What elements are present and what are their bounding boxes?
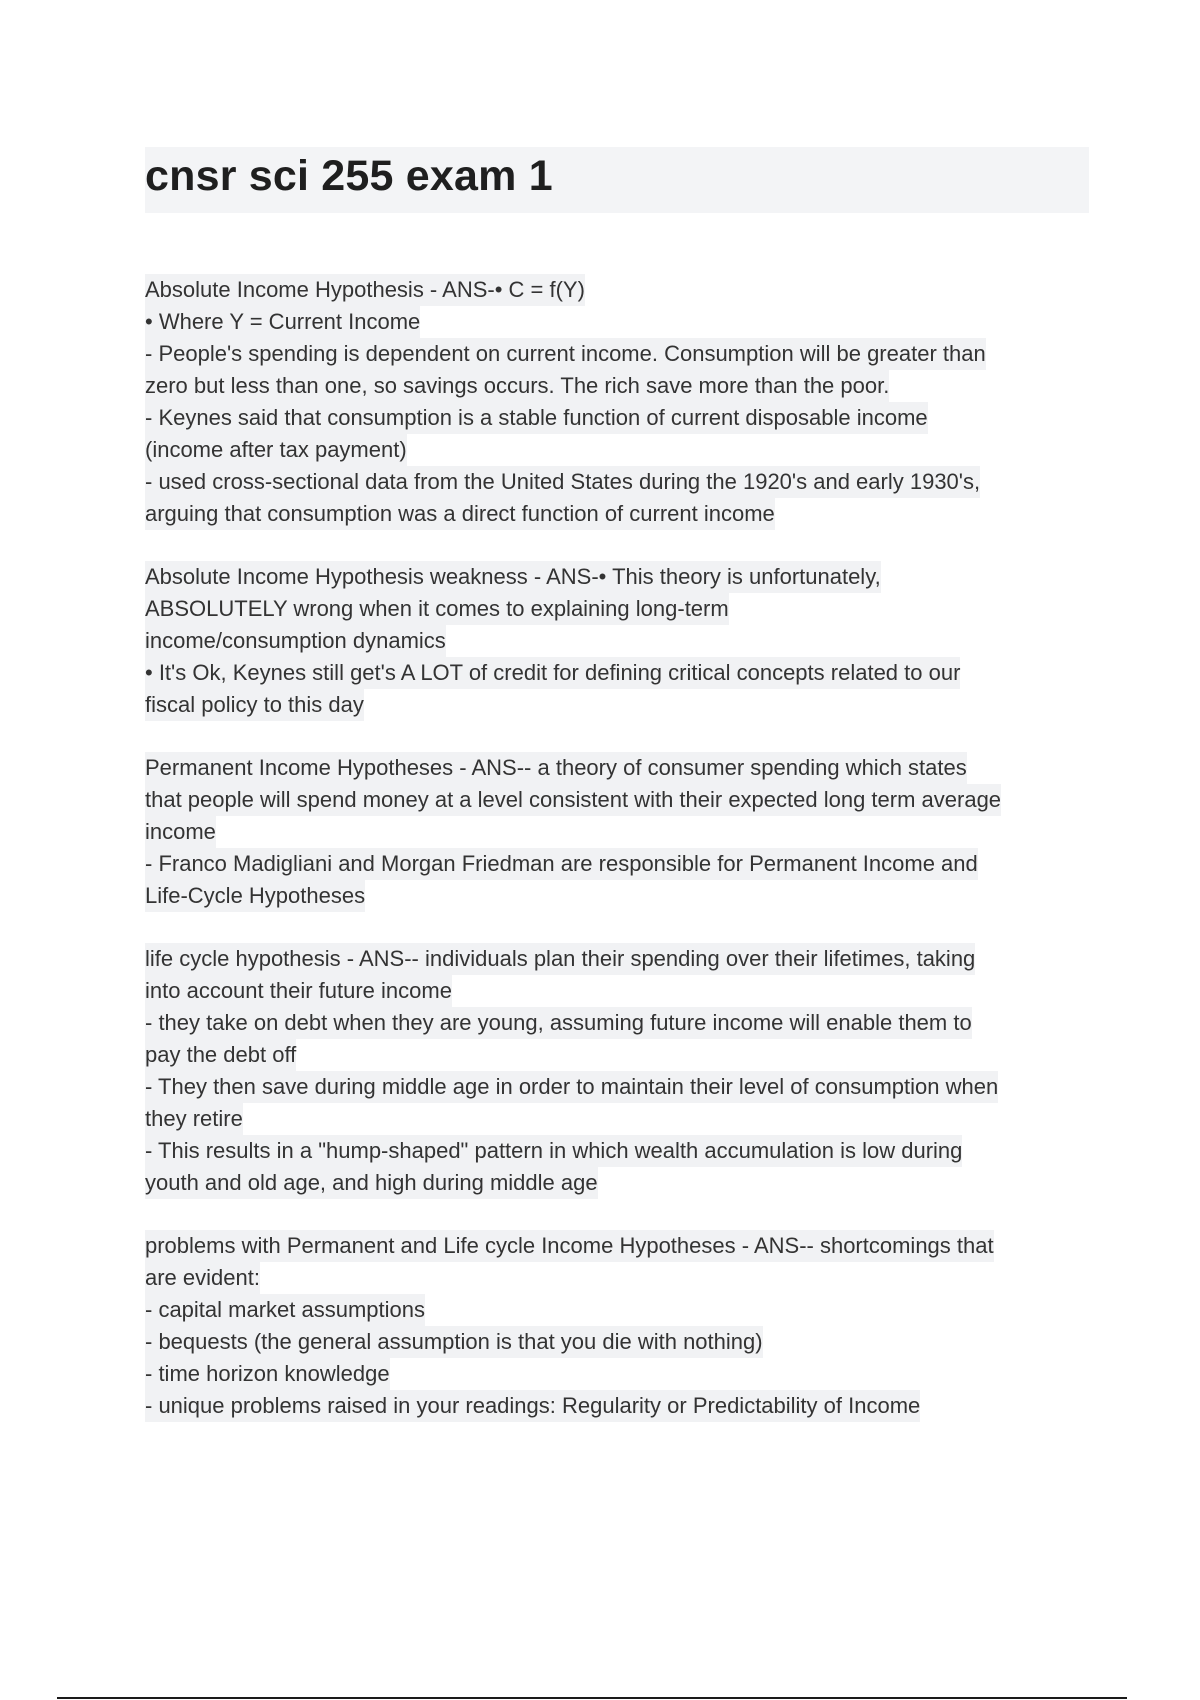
flashcard-absolute-income-weakness [145,561,1095,721]
card-line: - This results in a "hump-shaped" pattern in which wealth accumulation is low during [145,1135,962,1167]
card-line: - bequests (the general assumption is that you die with nothing) [145,1326,763,1358]
card-line: they retire [145,1103,243,1135]
card-line: youth and old age, and high during middle age [145,1167,598,1199]
card-line: zero but less than one, so savings occurs. The rich save more than the poor. [145,370,889,402]
card-line: Absolute Income Hypothesis weakness - ANS-• This theory is unfortunately, [145,561,881,593]
page-title: cnsr sci 255 exam 1 [145,152,553,200]
card-line: - capital market assumptions [145,1294,425,1326]
card-line: arguing that consumption was a direct function of current income [145,498,775,530]
card-line: (income after tax payment) [145,434,407,466]
card-line: - They then save during middle age in order to maintain their level of consumption when [145,1071,998,1103]
card-line: income/consumption dynamics [145,625,446,657]
card-line: - Keynes said that consumption is a stable function of current disposable income [145,402,928,434]
card-line: income [145,816,216,848]
card-line: • Where Y = Current Income [145,306,420,338]
card-line: life cycle hypothesis - ANS-- individuals plan their spending over their lifetimes, taking [145,943,975,975]
card-line: - used cross-sectional data from the United States during the 1920's and early 1930's, [145,466,980,498]
card-line: into account their future income [145,975,452,1007]
card-line: - People's spending is dependent on current income. Consumption will be greater than [145,338,986,370]
card-line: problems with Permanent and Life cycle Income Hypotheses - ANS-- shortcomings that [145,1230,994,1262]
card-line: pay the debt off [145,1039,296,1071]
flashcard-problems [145,1230,1095,1422]
card-line: fiscal policy to this day [145,689,364,721]
title-bar [145,147,1089,213]
card-line: that people will spend money at a level consistent with their expected long term average [145,784,1001,816]
flashcard-life-cycle [145,943,1095,1199]
card-line: • It's Ok, Keynes still get's A LOT of credit for defining critical concepts related to our [145,657,960,689]
card-line: are evident: [145,1262,260,1294]
flashcard-absolute-income [145,274,1095,530]
card-line: Life-Cycle Hypotheses [145,880,365,912]
flashcard-permanent-income [145,752,1095,912]
card-line: - time horizon knowledge [145,1358,390,1390]
card-line: - unique problems raised in your readings: Regularity or Predictability of Income [145,1390,920,1422]
card-line: - they take on debt when they are young, assuming future income will enable them to [145,1007,972,1039]
flashcard-list [145,274,1095,1453]
card-line: Absolute Income Hypothesis - ANS-• C = f(Y) [145,274,585,306]
footer-divider [57,1697,1127,1699]
card-line: Permanent Income Hypotheses - ANS-- a theory of consumer spending which states [145,752,967,784]
card-line: - Franco Madigliani and Morgan Friedman are responsible for Permanent Income and [145,848,978,880]
card-line: ABSOLUTELY wrong when it comes to explaining long-term [145,593,729,625]
